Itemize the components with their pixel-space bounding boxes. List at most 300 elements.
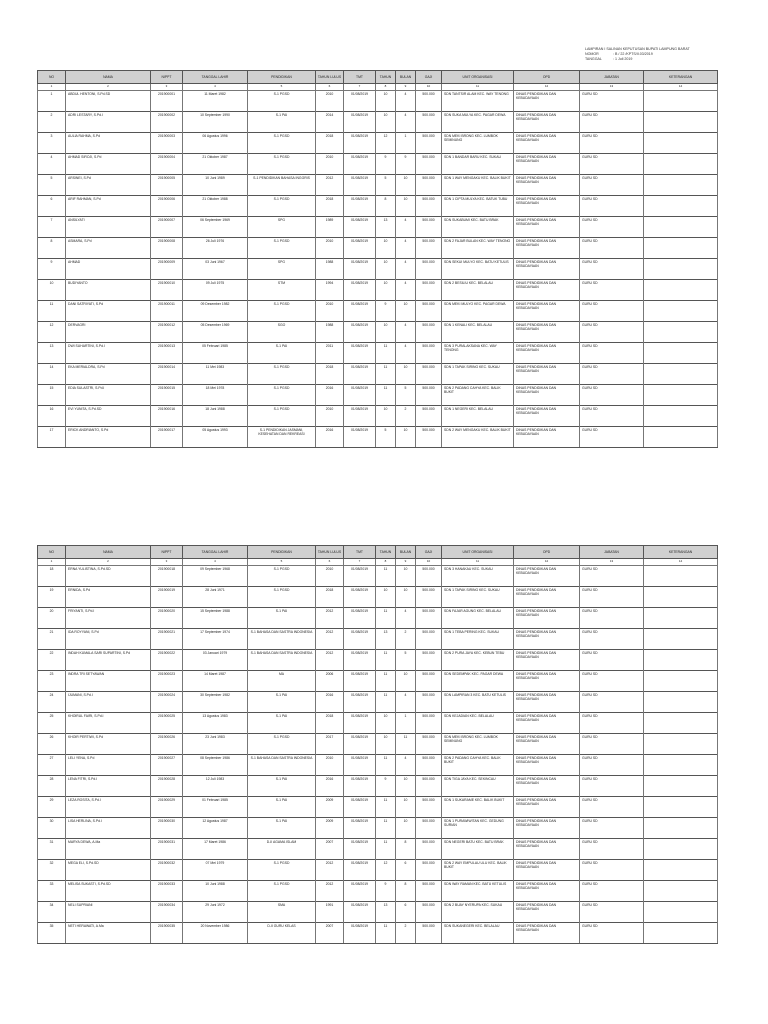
table-cell: 01/08/2019: [344, 692, 376, 713]
table-cell: 500.000: [416, 734, 442, 755]
table-cell: 01/08/2019: [344, 112, 376, 133]
table-cell: AULIA RAHMA, S.Pd: [66, 133, 151, 154]
table-cell: 201900008: [151, 238, 183, 259]
table-cell: 08 September 1986: [183, 755, 248, 776]
table-cell: SDN MEKI BRONG KEC. LUMBOK SEMINUNG: [442, 133, 514, 154]
table-row: [38, 154, 718, 175]
column-number: 7: [344, 84, 376, 91]
table-row: [38, 566, 718, 587]
table-row: [38, 797, 718, 818]
table-cell: 12: [376, 133, 396, 154]
table-cell: SDN KEJADIAN KEC. BELALAU: [442, 713, 514, 734]
table-cell: GURU SD: [580, 734, 644, 755]
table-cell: 11 Maret 1982: [183, 91, 248, 112]
table-cell: 17 September 1974: [183, 629, 248, 650]
table-cell: 23 Juni 1983: [183, 734, 248, 755]
table-cell: 2: [396, 406, 416, 427]
table-cell: [644, 629, 718, 650]
table-cell: 500.000: [416, 364, 442, 385]
table-cell: 5: [376, 175, 396, 196]
column-header: NO: [38, 546, 66, 559]
table-row: [38, 881, 718, 902]
table-cell: 10: [376, 734, 396, 755]
table-cell: 10: [376, 587, 396, 608]
table-row: [38, 608, 718, 629]
column-number: 13: [580, 84, 644, 91]
decree-header: [585, 47, 690, 63]
table-cell: 26: [38, 734, 66, 755]
table-cell: GURU SD: [580, 692, 644, 713]
table-cell: 2012: [316, 881, 344, 902]
table-cell: 4: [38, 154, 66, 175]
table-cell: 11: [38, 301, 66, 322]
table-cell: DINAS PENDIDIKAN DAN KEBUDAYAAN: [514, 608, 580, 629]
table-cell: 01/08/2019: [344, 902, 376, 923]
table-row: [38, 902, 718, 923]
table-cell: 10 Juni 1988: [183, 881, 248, 902]
table-cell: DINAS PENDIDIKAN DAN KEBUDAYAAN: [514, 385, 580, 406]
column-header: OPD: [514, 71, 580, 84]
table-row: [38, 322, 718, 343]
column-number: 12: [514, 84, 580, 91]
table-cell: 2010: [316, 154, 344, 175]
table-cell: DINAS PENDIDIKAN DAN KEBUDAYAAN: [514, 797, 580, 818]
table-cell: 2010: [316, 91, 344, 112]
table-cell: DINAS PENDIDIKAN DAN KEBUDAYAAN: [514, 217, 580, 238]
column-number: 5: [248, 84, 316, 91]
table-cell: S-1 PGSD: [248, 406, 316, 427]
table-row: [38, 776, 718, 797]
table-cell: GURU SD: [580, 713, 644, 734]
table-cell: KHOIR PERTIWI, S.Pd: [66, 734, 151, 755]
table-cell: 500.000: [416, 629, 442, 650]
table-cell: 4: [396, 343, 416, 364]
table-cell: S-1 PAI: [248, 713, 316, 734]
table-cell: 10: [38, 280, 66, 301]
table-cell: SGO: [248, 322, 316, 343]
table-cell: SDN FAJAR AGUNG KEC. BELALAU: [442, 608, 514, 629]
column-header: TMT: [344, 546, 376, 559]
table-cell: 201900009: [151, 259, 183, 280]
table-cell: 500.000: [416, 91, 442, 112]
table-cell: 2: [396, 629, 416, 650]
table-cell: 201900004: [151, 154, 183, 175]
table-cell: 13: [376, 629, 396, 650]
table-cell: 09 Juli 1975: [183, 280, 248, 301]
column-header: TAHUN: [376, 546, 396, 559]
column-number: 10: [416, 559, 442, 566]
table-cell: 500.000: [416, 650, 442, 671]
table-row: [38, 713, 718, 734]
table-cell: SDN 1 KENALI KEC. BELALAU: [442, 322, 514, 343]
table-cell: 33: [38, 881, 66, 902]
table-cell: S-1 PGSD: [248, 734, 316, 755]
table-cell: 9: [376, 881, 396, 902]
table-cell: 11: [376, 566, 396, 587]
column-number: 3: [151, 84, 183, 91]
table-cell: GURU SD: [580, 776, 644, 797]
table-cell: DINAS PENDIDIKAN DAN KEBUDAYAAN: [514, 196, 580, 217]
table-cell: LENA FITRI, S.Pd.I: [66, 776, 151, 797]
table-cell: 11: [376, 755, 396, 776]
table-cell: 500.000: [416, 259, 442, 280]
table-cell: MARYA DEWA, A.Ma: [66, 839, 151, 860]
table-cell: S-1 PGSD: [248, 238, 316, 259]
table-cell: GURU SD: [580, 671, 644, 692]
table-cell: 30 September 1982: [183, 692, 248, 713]
table-cell: S-1 PGSD: [248, 385, 316, 406]
table-cell: 10: [396, 364, 416, 385]
table-cell: [644, 755, 718, 776]
table-cell: 14 Maret 1987: [183, 671, 248, 692]
table-cell: 2010: [316, 755, 344, 776]
column-header: NAMA: [66, 546, 151, 559]
column-header: BULAN: [396, 546, 416, 559]
table-cell: 201900011: [151, 301, 183, 322]
table-cell: 201900028: [151, 776, 183, 797]
table-cell: 9: [396, 154, 416, 175]
table-cell: GURU SD: [580, 608, 644, 629]
table-cell: SDN MEKI MULYO KEC. PAGAR DEWA: [442, 301, 514, 322]
table-cell: SDN 3 PURALAKSANA KEC. WAY TENONG: [442, 343, 514, 364]
table-cell: 10: [376, 280, 396, 301]
table-cell: DINAS PENDIDIKAN DAN KEBUDAYAAN: [514, 175, 580, 196]
table-cell: 12 Agustus 1987: [183, 818, 248, 839]
table-cell: 12: [38, 322, 66, 343]
table-cell: GURU SD: [580, 154, 644, 175]
table-cell: D-II GURU KELAS: [248, 923, 316, 944]
column-number: 13: [580, 559, 644, 566]
table-cell: GURU SD: [580, 650, 644, 671]
table-cell: ERNA YULISTINA, S.Pd.SD: [66, 566, 151, 587]
table-cell: S-1 PGSD: [248, 196, 316, 217]
table-cell: 500.000: [416, 280, 442, 301]
table-cell: 201900003: [151, 133, 183, 154]
table-cell: 500.000: [416, 133, 442, 154]
table-cell: DINAS PENDIDIKAN DAN KEBUDAYAAN: [514, 839, 580, 860]
table-cell: 01/08/2019: [344, 217, 376, 238]
table-cell: S-1 PENDIDIKAN JASMANI, KESEHATAN DAN REKREASI: [248, 427, 316, 448]
column-number: 12: [514, 559, 580, 566]
table-cell: 34: [38, 902, 66, 923]
table-cell: AHMAD: [66, 259, 151, 280]
table-cell: 28: [38, 776, 66, 797]
table-cell: 01/08/2019: [344, 364, 376, 385]
table-cell: 5: [396, 385, 416, 406]
table-cell: SDN SUKANEGERI KEC. BELALAU: [442, 923, 514, 944]
table-cell: [644, 322, 718, 343]
table-cell: 01/08/2019: [344, 839, 376, 860]
table-cell: 22: [38, 650, 66, 671]
column-number: 9: [396, 559, 416, 566]
table-cell: DINAS PENDIDIKAN DAN KEBUDAYAAN: [514, 238, 580, 259]
table-cell: 2018: [316, 587, 344, 608]
table-cell: 35: [38, 923, 66, 944]
table-cell: 1994: [316, 280, 344, 301]
table-cell: 500.000: [416, 818, 442, 839]
table-cell: S-1 PAI: [248, 608, 316, 629]
table-cell: DERVAGRI: [66, 322, 151, 343]
column-header: KETERANGAN: [644, 71, 718, 84]
table-cell: 29: [38, 797, 66, 818]
table-cell: 09 Desember 1982: [183, 301, 248, 322]
table-cell: [644, 671, 718, 692]
table-cell: [644, 343, 718, 364]
table-cell: 26 Juli 1976: [183, 238, 248, 259]
table-cell: 201900006: [151, 196, 183, 217]
table-cell: AHMAD SIROJI, S.Pd: [66, 154, 151, 175]
table-cell: SPG: [248, 217, 316, 238]
table-cell: 01/08/2019: [344, 175, 376, 196]
table-cell: 09 September 1968: [183, 566, 248, 587]
table-cell: [644, 902, 718, 923]
header-title: LAMPIRAN I SALINAN KEPUTUSAN BUPATI LAMPUNG BARAT: [585, 47, 690, 51]
table-cell: 2007: [316, 839, 344, 860]
table-cell: 4: [396, 91, 416, 112]
table-cell: 2010: [316, 406, 344, 427]
table-cell: SDN 1 BANDAR BARU KEC. SUKAU: [442, 154, 514, 175]
table-cell: 01/08/2019: [344, 923, 376, 944]
column-header: OPD: [514, 546, 580, 559]
table-cell: 6: [38, 196, 66, 217]
header-nomor: NOMOR : B / 22 /KPTS/II.03/2019: [585, 52, 653, 57]
table-cell: 2: [38, 112, 66, 133]
table-cell: ERICK ANDRIANTO, S.Pd: [66, 427, 151, 448]
table-cell: 201900018: [151, 566, 183, 587]
table-cell: S-1 PAI: [248, 692, 316, 713]
table-cell: 201900012: [151, 322, 183, 343]
table-cell: SDN 1 PURAWIWITAN KEC. GEDUNG SURIAN: [442, 818, 514, 839]
table-cell: 2018: [316, 133, 344, 154]
table-cell: GURU SD: [580, 175, 644, 196]
column-number: 9: [396, 84, 416, 91]
table-row: [38, 650, 718, 671]
table-cell: 01/08/2019: [344, 608, 376, 629]
table-cell: 500.000: [416, 112, 442, 133]
table-cell: 4: [396, 608, 416, 629]
table-cell: 30: [38, 818, 66, 839]
table-cell: 27: [38, 755, 66, 776]
table-cell: [644, 881, 718, 902]
table-cell: GURU SD: [580, 196, 644, 217]
table-cell: 14: [38, 364, 66, 385]
table-cell: [644, 154, 718, 175]
table-cell: SDN 1 NEGERI KEC. BELALAU: [442, 406, 514, 427]
column-number: 14: [644, 559, 718, 566]
table-cell: LISA HERLINA, S.Pd.I: [66, 818, 151, 839]
table-cell: [644, 713, 718, 734]
column-number: 10: [416, 84, 442, 91]
table-cell: [644, 427, 718, 448]
table-cell: S-1 PAI: [248, 112, 316, 133]
table-cell: 201900031: [151, 839, 183, 860]
table-cell: 201900024: [151, 692, 183, 713]
table-cell: 01/08/2019: [344, 818, 376, 839]
table-row: [38, 112, 718, 133]
table-cell: 01/08/2019: [344, 755, 376, 776]
table-cell: 500.000: [416, 385, 442, 406]
table-cell: 01/08/2019: [344, 860, 376, 881]
table-cell: 2018: [316, 713, 344, 734]
table-cell: DINAS PENDIDIKAN DAN KEBUDAYAAN: [514, 629, 580, 650]
table-cell: 2012: [316, 175, 344, 196]
table-cell: 1: [396, 713, 416, 734]
table-cell: 01 Februari 1985: [183, 797, 248, 818]
table-cell: FRIYANTI, S.Pd.I: [66, 608, 151, 629]
table-cell: 7: [38, 217, 66, 238]
table-cell: GURU SD: [580, 629, 644, 650]
table-cell: 201900034: [151, 902, 183, 923]
table-cell: 201900017: [151, 427, 183, 448]
table-cell: SDN 3 HANAKAU KEC. SUKAU: [442, 566, 514, 587]
table-cell: GURU SD: [580, 755, 644, 776]
table-cell: 2012: [316, 650, 344, 671]
table-cell: 31: [38, 839, 66, 860]
table-cell: INDAH KUMALA SARI SUPARTINI, S.Pd: [66, 650, 151, 671]
table-cell: 15 September 1988: [183, 608, 248, 629]
table-cell: 2014: [316, 112, 344, 133]
table-cell: [644, 692, 718, 713]
column-number: 4: [183, 559, 248, 566]
table-cell: 4: [396, 217, 416, 238]
table-row: [38, 280, 718, 301]
table-cell: 201900007: [151, 217, 183, 238]
table-cell: 9: [38, 259, 66, 280]
column-number: 11: [442, 84, 514, 91]
table-cell: 500.000: [416, 175, 442, 196]
table-cell: 10: [396, 797, 416, 818]
table-cell: 201900002: [151, 112, 183, 133]
table-cell: S-1 PENDIDIKAN BAHASA INGGRIS: [248, 175, 316, 196]
table-cell: SDN NEGERI BATU KEC. BATU BRAK: [442, 839, 514, 860]
table-cell: ANSILYATI: [66, 217, 151, 238]
table-cell: ABDUL HENTONI, S.Pd.SD: [66, 91, 151, 112]
table-cell: GURU SD: [580, 343, 644, 364]
column-number: 1: [38, 84, 66, 91]
table-cell: GURU SD: [580, 902, 644, 923]
table-cell: 01/08/2019: [344, 406, 376, 427]
table-cell: GURU SD: [580, 566, 644, 587]
column-header: GAJI: [416, 546, 442, 559]
table-cell: SDN 2 WAY EMPULAU ULU KEC. BALIK BUKIT: [442, 860, 514, 881]
table-cell: S-1 PGSD: [248, 364, 316, 385]
table-cell: IDA ROYYANI, S.Pd: [66, 629, 151, 650]
table-cell: GURU SD: [580, 406, 644, 427]
column-header: NIPPT: [151, 71, 183, 84]
table-cell: 11: [396, 734, 416, 755]
table-cell: 01/08/2019: [344, 713, 376, 734]
column-header: JABATAN: [580, 71, 644, 84]
table-cell: 201900020: [151, 608, 183, 629]
table-row: [38, 755, 718, 776]
table-cell: S-1 BAHASA DAN SASTRA INDONESIA: [248, 629, 316, 650]
table-cell: 201900010: [151, 280, 183, 301]
table-cell: DINAS PENDIDIKAN DAN KEBUDAYAAN: [514, 671, 580, 692]
column-number: 4: [183, 84, 248, 91]
table-cell: GURU SD: [580, 301, 644, 322]
table-cell: S-1 PGSD: [248, 301, 316, 322]
table-cell: 10: [396, 427, 416, 448]
table-cell: 2016: [316, 427, 344, 448]
table-cell: 201900023: [151, 671, 183, 692]
table-cell: 201900025: [151, 713, 183, 734]
table-cell: 201900027: [151, 755, 183, 776]
table-cell: 500.000: [416, 406, 442, 427]
table-row: [38, 196, 718, 217]
table-cell: 500.000: [416, 608, 442, 629]
table-cell: SDN 1 SUKARAME KEC. BALIK BUKIT: [442, 797, 514, 818]
table-cell: [644, 301, 718, 322]
table-cell: 201900021: [151, 629, 183, 650]
table-cell: 16: [38, 406, 66, 427]
table-cell: 201900013: [151, 343, 183, 364]
teacher-table-page-2: [37, 545, 718, 944]
table-cell: 10: [376, 713, 396, 734]
table-cell: 01/08/2019: [344, 881, 376, 902]
column-header: PENDIDIKAN: [248, 71, 316, 84]
table-cell: 2010: [316, 566, 344, 587]
table-cell: SDN 2 PADANG CAHYA KEC. BALIK BUKIT: [442, 755, 514, 776]
table-cell: 11: [376, 608, 396, 629]
table-cell: S-1 PGSD: [248, 566, 316, 587]
table-cell: IJUMANI, S.Pd.I: [66, 692, 151, 713]
table-cell: SDN 1 TAPAK SIRING KEC. SUKAU: [442, 364, 514, 385]
table-cell: 20: [38, 608, 66, 629]
table-cell: ADRI LESTARY, S.Pd.I: [66, 112, 151, 133]
table-cell: ERNIDA, S.Pd: [66, 587, 151, 608]
table-cell: 10: [396, 776, 416, 797]
column-header: TAHUN: [376, 71, 396, 84]
column-header: TANGGAL LAHIR: [183, 71, 248, 84]
table-cell: 11: [376, 923, 396, 944]
table-cell: DWI SUHARTINI, S.Pd.I: [66, 343, 151, 364]
table-cell: 9: [376, 154, 396, 175]
table-cell: SDN 2 FAJAR BULAN KEC. WAY TENONG: [442, 238, 514, 259]
table-row: [38, 671, 718, 692]
table-cell: 01/08/2019: [344, 154, 376, 175]
table-cell: DINAS PENDIDIKAN DAN KEBUDAYAAN: [514, 860, 580, 881]
table-cell: 13: [38, 343, 66, 364]
column-number: 5: [248, 559, 316, 566]
table-cell: [644, 923, 718, 944]
table-cell: DINAS PENDIDIKAN DAN KEBUDAYAAN: [514, 776, 580, 797]
table-cell: 6: [396, 902, 416, 923]
table-cell: 6: [396, 860, 416, 881]
table-cell: 2: [396, 923, 416, 944]
table-cell: GURU SD: [580, 818, 644, 839]
table-cell: 500.000: [416, 566, 442, 587]
table-cell: 10: [396, 566, 416, 587]
table-cell: 8: [38, 238, 66, 259]
table-row: [38, 692, 718, 713]
table-cell: GURU SD: [580, 860, 644, 881]
table-row: [38, 259, 718, 280]
table-cell: D-II AGAMA ISLAM: [248, 839, 316, 860]
table-cell: [644, 839, 718, 860]
table-cell: SDN 2 WAY MENGAKU KEC. BALIK BUKIT: [442, 427, 514, 448]
table-cell: 23: [38, 671, 66, 692]
table-cell: 18 Mei 1978: [183, 385, 248, 406]
table-cell: [644, 385, 718, 406]
table-cell: 2016: [316, 385, 344, 406]
table-row: [38, 839, 718, 860]
table-cell: SDN 2 BUAY NYERUPA KEC. SUKAU: [442, 902, 514, 923]
table-cell: 01/08/2019: [344, 322, 376, 343]
table-cell: 05 Desember 1969: [183, 322, 248, 343]
table-cell: 5: [376, 427, 396, 448]
table-cell: 2012: [316, 860, 344, 881]
table-cell: [644, 238, 718, 259]
